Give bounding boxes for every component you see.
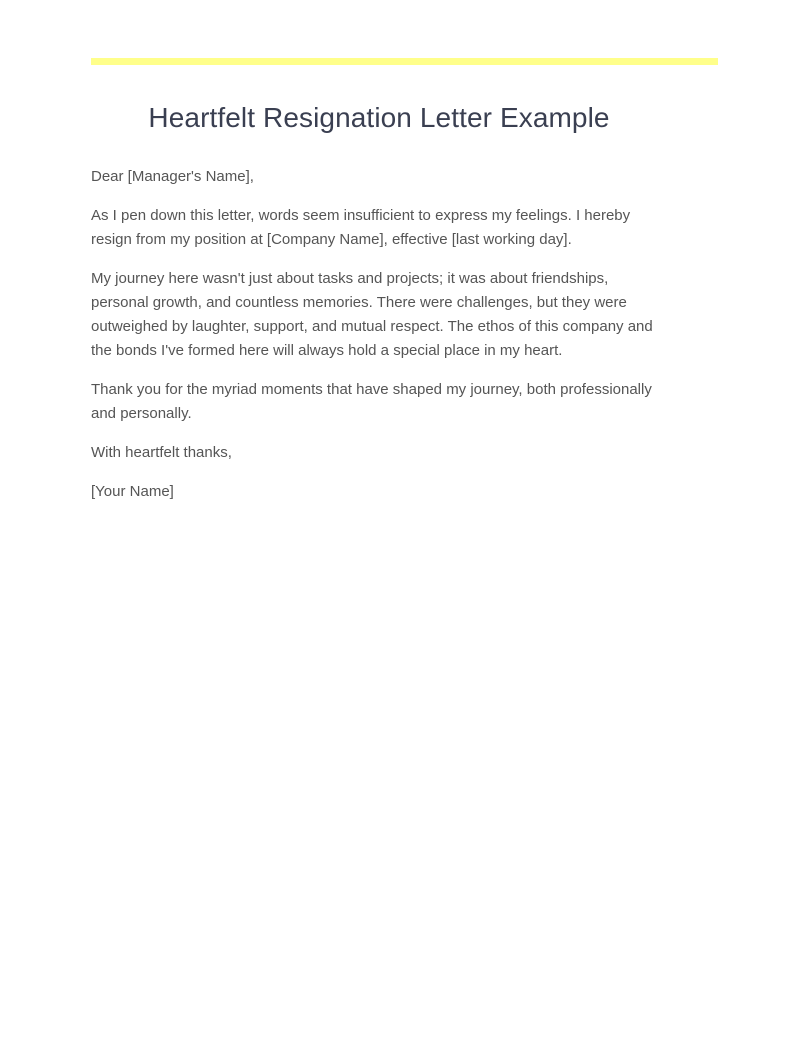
resignation-letter [91,100,667,504]
letter-closing: With heartfelt thanks, [91,444,232,461]
letter-salutation: Dear [Manager's Name], [91,168,254,185]
letter-paragraph-reflection: My journey here wasn't just about tasks and projects; it was about friendships, personal growth, and countless memories. There were challenges, but they were outweighed by laughter, support, and mutual respect. The ethos of this company and the bonds I've formed here will always hold a special place in my heart. [91,270,653,359]
letter-paragraph-gratitude: Thank you for the myriad moments that have shaped my journey, both professionally and personally. [91,381,652,422]
letter-signature-name: [Your Name] [91,483,174,500]
page-title: Heartfelt Resignation Letter Example [148,102,610,133]
accent-rule-decoration [91,58,718,65]
letter-body [91,165,667,504]
letter-paragraph-resignation-statement: As I pen down this letter, words seem insufficient to express my feelings. I hereby resign from my position at [Company Name], effective [last working day]. [91,207,631,248]
